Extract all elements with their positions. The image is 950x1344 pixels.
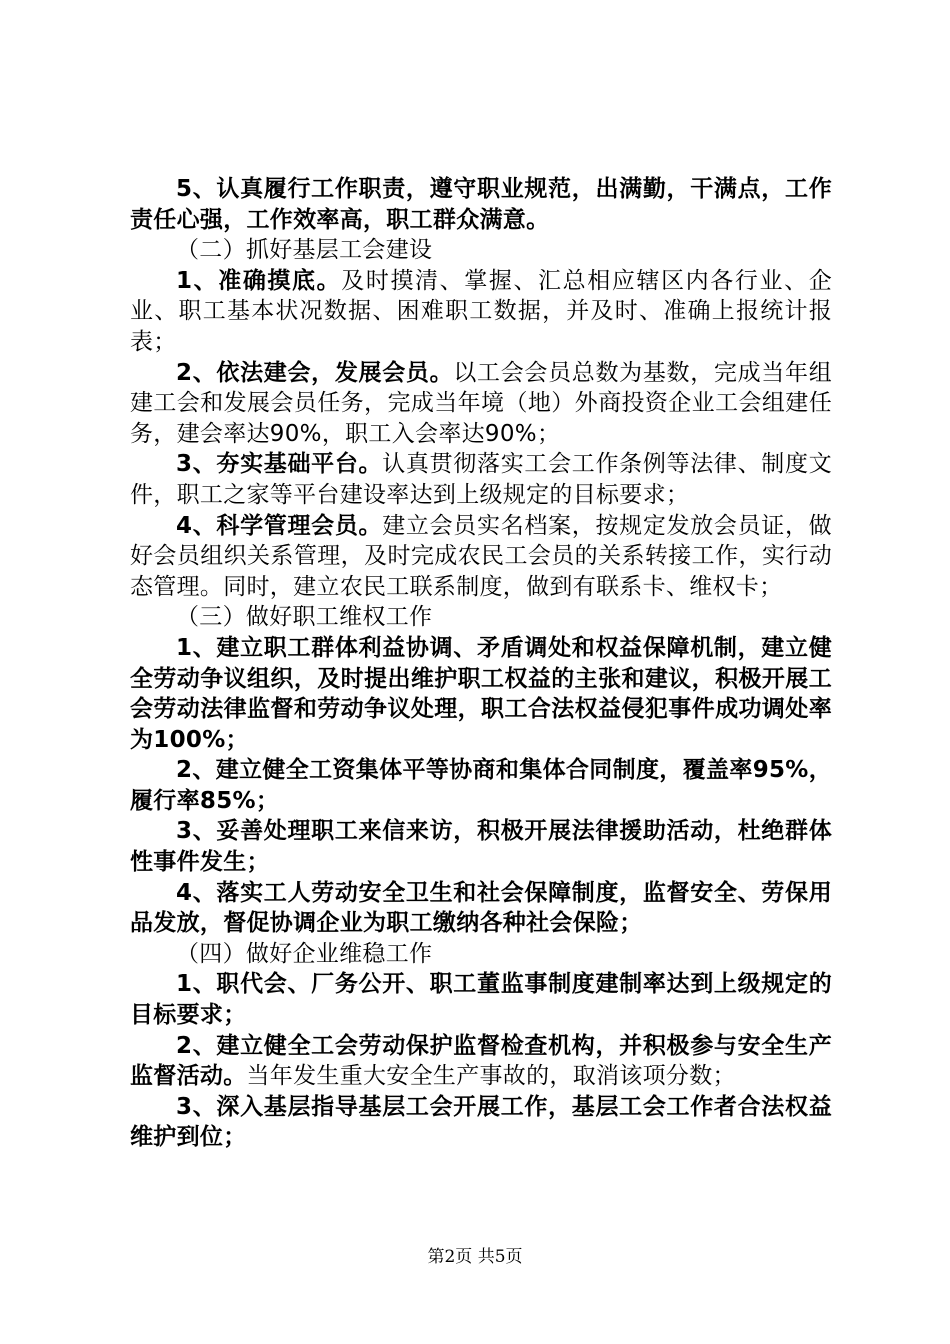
section-heading-3: （三）做好职工维权工作 bbox=[176, 604, 433, 631]
paragraph-lead: 2、建立健全工会劳动保护监督检查机构，并积极参与安全生产监督活动。 bbox=[130, 1032, 832, 1090]
paragraph-text: 2、建立健全工资集体平等协商和集体合同制度，覆盖率95%，履行率85%； bbox=[130, 757, 832, 814]
paragraph-rights-4 bbox=[130, 878, 832, 939]
paragraph-lead: 2、依法建会，发展会员。 bbox=[176, 359, 454, 386]
paragraph-base-2 bbox=[130, 358, 832, 450]
paragraph-text: 建立会员实名档案，按规定发放会员证，做好会员组织关系管理，及时完成农民工会员的关系转接工作，实行动态管理。同时，建立农民工联系制度，做到有联系卡、维权卡； bbox=[130, 512, 832, 600]
paragraph-lead: 1、准确摸底。 bbox=[176, 267, 342, 294]
paragraph-base-4 bbox=[130, 511, 832, 603]
paragraph-duty-5 bbox=[130, 174, 832, 235]
paragraph-stability-2 bbox=[130, 1031, 832, 1092]
paragraph-base-1 bbox=[130, 266, 832, 358]
page-number-footer: 第2页 共5页 bbox=[427, 1247, 523, 1267]
paragraph-stability-1 bbox=[130, 969, 832, 1030]
paragraph-lead: 3、夯实基础平台。 bbox=[176, 451, 383, 478]
paragraph-text: 5、认真履行工作职责，遵守职业规范，出满勤，干满点，工作责任心强，工作效率高，职工群众满意。 bbox=[130, 176, 832, 233]
paragraph-rights-2 bbox=[130, 755, 832, 816]
paragraph-stability-3 bbox=[130, 1092, 832, 1153]
paragraph-text: 及时摸清、掌握、汇总相应辖区内各行业、企业、职工基本状况数据、困难职工数据，并及时、准确上报统计报表； bbox=[130, 267, 833, 355]
paragraph-lead: 4、科学管理会员。 bbox=[176, 512, 383, 539]
section-heading-4: （四）做好企业维稳工作 bbox=[176, 940, 433, 967]
paragraph-text: 4、落实工人劳动安全卫生和社会保障制度，监督安全、劳保用品发放，督促协调企业为职工缴纳各种社会保险； bbox=[130, 879, 832, 937]
paragraph-text: 1、职代会、厂务公开、职工董监事制度建制率达到上级规定的目标要求； bbox=[130, 971, 832, 1029]
section-heading-2: （二）抓好基层工会建设 bbox=[176, 237, 433, 264]
paragraph-text: 当年发生重大安全生产事故的，取消该项分数； bbox=[246, 1063, 736, 1090]
paragraph-text: 1、建立职工群体利益协调、矛盾调处和权益保障机制，建立健全劳动争议组织，及时提出维护职工权益的主张和建议，积极开展工会劳动法律监督和劳动争议处理，职工合法权益侵犯事件成功调处率为100%； bbox=[130, 634, 832, 753]
paragraph-rights-3 bbox=[130, 816, 832, 877]
paragraph-text: 认真贯彻落实工会工作条例等法律、制度文件，职工之家等平台建设率达到上级规定的目标要求； bbox=[130, 451, 832, 508]
paragraph-rights-1 bbox=[130, 633, 832, 755]
document-body bbox=[130, 174, 832, 1153]
paragraph-text: 以工会会员总数为基数，完成当年组建工会和发展会员任务，完成当年境（地）外商投资企业工会组建任务，建会率达90%，职工入会率达90%； bbox=[130, 359, 832, 447]
paragraph-text: 3、妥善处理职工来信来访，积极开展法律援助活动，杜绝群体性事件发生； bbox=[130, 818, 832, 876]
paragraph-base-3 bbox=[130, 449, 832, 510]
paragraph-text: 3、深入基层指导基层工会开展工作，基层工会工作者合法权益维护到位； bbox=[130, 1093, 832, 1151]
